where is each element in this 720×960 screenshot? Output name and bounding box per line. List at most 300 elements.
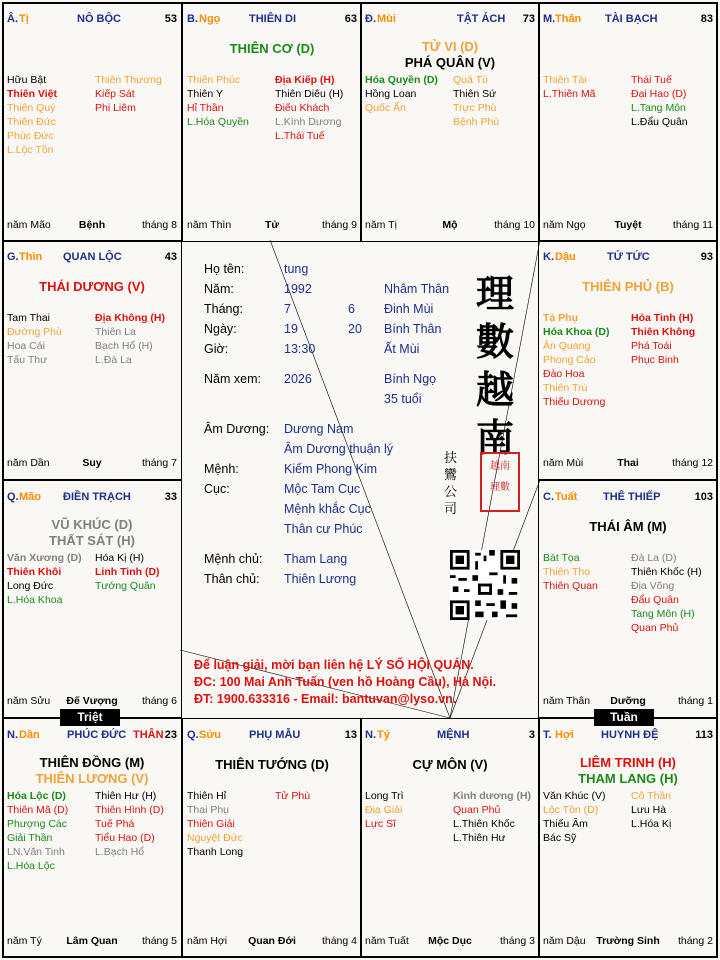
palace-year: năm Tý — [7, 935, 42, 947]
palace-branch: Hợi — [555, 729, 574, 741]
palace-header — [187, 729, 357, 743]
palace-position: T. — [543, 729, 552, 741]
am-duong-label: Âm Dương: — [204, 422, 270, 436]
minor-stars-left — [7, 73, 57, 157]
minor-star: Phục Binh — [631, 354, 679, 366]
minor-stars-right — [631, 789, 671, 831]
minor-star: L.Kình Dương — [275, 116, 342, 128]
minor-star: Thiên Tài — [543, 74, 587, 86]
thang-label: Tháng: — [204, 302, 243, 316]
palace-footer — [7, 219, 177, 233]
minor-stars-left — [543, 311, 610, 409]
palace-name: QUAN LỘC — [63, 251, 122, 263]
minor-star: Đà La (D) — [631, 552, 677, 564]
minor-star: L.Lộc Tồn — [7, 144, 54, 156]
minor-stars-right — [453, 789, 531, 845]
main-star: THIÊN CƠ (D) — [229, 41, 315, 56]
minor-star: Thiên Mã (D) — [7, 804, 69, 816]
main-star: THIÊN LƯƠNG (V) — [35, 771, 149, 786]
minor-star: L.Hóa Khoa — [7, 594, 63, 606]
ho-ten-label: Họ tên: — [204, 262, 245, 276]
palace-stage: Bệnh — [78, 219, 106, 231]
palace-thin[interactable] — [2, 240, 182, 480]
palace-header — [187, 13, 357, 27]
palace-year: năm Tuất — [365, 935, 409, 947]
minor-stars-left — [187, 789, 243, 859]
minor-star: Long Đức — [7, 580, 54, 592]
palace-header — [7, 13, 177, 27]
ngay-can-chi: Bính Thân — [384, 322, 442, 336]
minor-star: L.Hóa Quyền — [187, 116, 249, 128]
palace-header — [7, 729, 177, 743]
palace-header — [543, 251, 713, 265]
palace-age: 13 — [344, 729, 357, 741]
minor-star: Lực Sĩ — [365, 818, 396, 830]
gio-can-chi: Ất Mùi — [384, 342, 420, 356]
palace-name: NÔ BỘC — [77, 13, 121, 25]
palace-stage: Tuyệt — [614, 219, 642, 231]
nam-xem-can-chi: Bính Ngọ — [384, 372, 437, 386]
palace-year: năm Sửu — [7, 695, 51, 707]
palace-month: tháng 2 — [677, 935, 713, 947]
palace-age: 113 — [695, 729, 713, 741]
contact-line-2: ĐC: 100 Mai Anh Tuấn (ven hồ Hoàng Cầu), Hà Nội. — [194, 675, 497, 689]
palace-footer — [365, 219, 535, 233]
main-star: THÁI DƯƠNG (V) — [39, 279, 145, 294]
palace-position: Q. — [7, 491, 19, 503]
palace-name: PHỤ MẪU — [249, 729, 301, 741]
than-chu-label: Thân chủ: — [204, 572, 260, 586]
palace-branch: Thân — [555, 13, 582, 25]
palace-footer — [7, 935, 177, 949]
palace-footer — [187, 935, 357, 949]
minor-star: Quốc Ấn — [365, 102, 406, 114]
side-char: 鸞 — [444, 468, 458, 483]
palace-branch: Tị — [19, 13, 29, 25]
palace-footer — [187, 219, 357, 233]
minor-star: Đại Hao (D) — [631, 88, 687, 100]
minor-stars-left — [543, 73, 596, 101]
contact-line-1: Để luận giải, mời bạn liên hệ LÝ SỐ HỘI QUÁN. — [194, 658, 474, 672]
minor-star: Lộc Tồn (D) — [543, 804, 599, 816]
minor-star: Trực Phù — [453, 102, 497, 114]
minor-star: Phượng Các — [7, 818, 68, 830]
minor-star: L.Đẩu Quân — [631, 116, 688, 128]
minor-stars-left — [543, 551, 598, 593]
ho-ten-value: tung — [284, 262, 309, 276]
minor-star: Thiên Diêu (H) — [275, 88, 344, 100]
main-star: CỰ MÔN (V) — [412, 757, 488, 772]
minor-stars-right — [95, 73, 162, 115]
minor-star: Linh Tinh (D) — [95, 566, 160, 578]
palace-ty[interactable] — [360, 718, 540, 958]
minor-star: Thiên Phúc — [187, 74, 241, 86]
minor-star: Ân Quang — [543, 340, 591, 352]
minor-star: Thiên Sứ — [453, 88, 497, 100]
nam-xem-label: Năm xem: — [204, 372, 261, 386]
palace-age: 3 — [528, 729, 535, 741]
palace-position: K. — [543, 251, 554, 263]
palace-branch: Ngọ — [199, 13, 221, 25]
minor-star: Tử Phù — [275, 790, 311, 802]
palace-stage: Tử — [264, 219, 280, 231]
palace-month: tháng 11 — [672, 219, 713, 231]
minor-star: Phúc Đức — [7, 130, 54, 142]
palace-age: 83 — [700, 13, 713, 25]
palace-age: 93 — [700, 251, 713, 263]
minor-star: Hữu Bật — [7, 74, 47, 86]
palace-position: Đ. — [365, 13, 376, 25]
palace-footer — [365, 935, 535, 949]
menh-label: Mệnh: — [204, 462, 239, 476]
minor-star: Thiên La — [95, 326, 136, 338]
minor-star: Thiên Hình (D) — [95, 804, 164, 816]
palace-stage: Suy — [82, 457, 102, 469]
minor-star: Thiên Không — [631, 326, 696, 338]
palace-year: năm Tị — [365, 219, 397, 231]
minor-stars-right — [95, 551, 160, 593]
palace-branch: Mùi — [377, 13, 396, 25]
palace-age: 103 — [694, 491, 713, 503]
palace-stage: Trường Sinh — [596, 935, 660, 947]
palace-mao[interactable] — [2, 480, 182, 718]
minor-star: L.Hóa Lộc — [7, 860, 55, 872]
palace-footer — [543, 219, 713, 233]
minor-star: Thiên Trù — [543, 382, 588, 394]
minor-stars-left — [365, 73, 438, 115]
minor-star: Tuế Phá — [95, 818, 135, 830]
main-star: THÁI ÂM (M) — [589, 519, 667, 534]
than-marker: THÂN — [133, 729, 164, 741]
minor-star: Thanh Long — [187, 846, 244, 858]
palace-month: tháng 6 — [141, 695, 177, 707]
minor-stars-right — [275, 789, 310, 803]
palace-branch: Sửu — [199, 729, 222, 741]
minor-star: Địa Võng — [631, 580, 675, 592]
palace-than[interactable] — [538, 2, 718, 242]
palace-position: N. — [365, 729, 376, 741]
minor-star: Thiên Khôi — [7, 566, 62, 578]
side-calligraphy — [444, 450, 457, 518]
stamp-text-2: 理數 — [490, 482, 510, 493]
minor-star: Thiên Quan — [543, 580, 598, 592]
minor-star: Tang Môn (H) — [631, 608, 695, 620]
minor-star: Điếu Khách — [275, 102, 330, 114]
minor-stars-right — [95, 789, 164, 859]
palace-position: G. — [7, 251, 19, 263]
minor-star: Long Trì — [365, 790, 404, 802]
palace-stage: Mộ — [442, 219, 458, 231]
gio-label: Giờ: — [204, 342, 229, 356]
cuc-label: Cục: — [204, 482, 230, 496]
minor-star: Bệnh Phù — [453, 116, 500, 128]
minor-star: Thiên Giải — [187, 818, 235, 830]
palace-name: THÊ THIẾP — [603, 491, 661, 503]
palace-branch: Tý — [377, 729, 390, 741]
nam-label: Năm: — [204, 282, 234, 296]
nam-value: 1992 — [284, 282, 312, 296]
palace-month: tháng 10 — [494, 219, 535, 231]
palace-year: năm Dậu — [543, 935, 586, 947]
main-star: TỬ VI (D) — [421, 39, 479, 54]
seal-stamp — [480, 452, 520, 512]
side-char: 公 — [444, 485, 458, 500]
calligraphy-char: 數 — [475, 319, 514, 364]
minor-star: Tướng Quân — [95, 580, 156, 592]
palace-footer — [543, 695, 713, 709]
triet-tag: Triệt — [60, 709, 120, 726]
palace-dau[interactable] — [538, 240, 718, 480]
palace-stage: Thai — [617, 457, 639, 469]
palace-header — [365, 13, 535, 27]
palace-position: C. — [543, 491, 554, 503]
minor-star: Phong Cáo — [543, 354, 596, 366]
palace-header — [543, 491, 713, 505]
minor-star: Bát Tọa — [543, 552, 580, 564]
palace-header — [7, 251, 177, 265]
minor-stars-left — [543, 789, 605, 845]
palace-month: tháng 1 — [677, 695, 713, 707]
nam-can-chi: Nhâm Thân — [384, 282, 450, 296]
minor-stars-left — [7, 551, 82, 607]
minor-star: Hồng Loan — [365, 88, 417, 100]
palace-ngo[interactable] — [182, 2, 362, 242]
main-star: VŨ KHÚC (D) — [51, 517, 133, 532]
palace-branch: Dần — [19, 729, 40, 741]
minor-star: Đường Phù — [7, 326, 62, 338]
palace-header — [7, 491, 177, 505]
minor-star: Cô Thần — [631, 790, 672, 802]
minor-star: Quan Phủ — [631, 622, 679, 634]
palace-age: 23 — [164, 729, 177, 741]
palace-year: năm Mùi — [543, 457, 584, 469]
palace-name: TÀI BẠCH — [605, 13, 658, 25]
ngay-value: 19 — [284, 322, 298, 336]
minor-stars-right — [631, 551, 702, 635]
minor-star: Bạch Hổ (H) — [95, 340, 153, 352]
minor-star: L.Thái Tuế — [275, 130, 325, 142]
minor-star: Kiếp Sát — [95, 88, 135, 100]
minor-star: Tam Thai — [7, 312, 50, 324]
side-char: 扶 — [444, 451, 458, 466]
minor-star: L.Đà La — [95, 354, 132, 366]
palace-footer — [7, 457, 177, 471]
palace-position: B. — [187, 13, 198, 25]
palace-stage: Mộc Dục — [428, 935, 472, 947]
palace-stage: Quan Đới — [248, 935, 296, 947]
palace-name: PHÚC ĐỨC — [67, 729, 127, 741]
minor-star: L.Hóa Kị — [631, 818, 672, 830]
palace-name: MỆNH — [437, 729, 470, 741]
palace-month: tháng 5 — [141, 935, 177, 947]
palace-year: năm Thân — [543, 695, 591, 707]
minor-star: Hóa Khoa (D) — [543, 326, 610, 338]
palace-year: năm Hợi — [187, 935, 228, 947]
palace-branch: Dậu — [555, 251, 576, 263]
palace-name: ĐIỀN TRẠCH — [63, 491, 131, 503]
main-star: THAM LANG (H) — [578, 771, 678, 786]
palace-stage: Đế Vượng — [66, 695, 118, 707]
minor-star: Thái Tuế — [631, 74, 672, 86]
minor-star: Tả Phụ — [543, 312, 579, 324]
palace-month: tháng 4 — [321, 935, 357, 947]
minor-star: Phi Liêm — [95, 102, 136, 114]
minor-star: Hóa Kị (H) — [95, 552, 145, 564]
palace-footer — [543, 935, 713, 949]
minor-stars-right — [631, 311, 695, 367]
minor-star: Thiên Hư (H) — [95, 790, 157, 802]
ngay-am: 20 — [348, 322, 362, 336]
minor-star: L.Thiên Hư — [453, 832, 506, 844]
ngay-label: Ngày: — [204, 322, 237, 336]
thang-can-chi: Đinh Mùi — [384, 302, 434, 316]
calligraphy-char: 理 — [475, 271, 514, 316]
main-star: LIÊM TRINH (H) — [579, 755, 677, 770]
palace-header — [543, 13, 713, 27]
contact-line-3[interactable]: ĐT: 1900.633316 - Email: bantuvan@lyso.vn. — [194, 692, 457, 706]
minor-star: L.Thiên Mã — [543, 88, 596, 100]
palace-month: tháng 3 — [499, 935, 535, 947]
main-star: THIÊN TƯỚNG (D) — [215, 757, 329, 772]
minor-star: Thiên Khốc (H) — [631, 566, 702, 578]
minor-stars-left — [7, 789, 68, 873]
minor-stars-right — [95, 311, 165, 367]
minor-stars-right — [453, 73, 499, 129]
gio-value: 13:30 — [284, 342, 316, 356]
palace-age: 73 — [522, 13, 535, 25]
minor-star: L.Tang Môn — [631, 102, 686, 114]
minor-star: Thiên Đức — [7, 116, 57, 128]
minor-star: Địa Giải — [365, 804, 403, 816]
palace-header — [543, 729, 713, 743]
palace-stage: Dưỡng — [610, 695, 646, 707]
minor-star: Thiên Việt — [7, 88, 57, 100]
tuan-tag: Tuần — [594, 709, 654, 726]
palace-year: năm Thìn — [187, 219, 232, 231]
main-star: THIÊN PHỦ (B) — [582, 279, 674, 294]
thang-value: 7 — [284, 302, 291, 316]
palace-position: N. — [7, 729, 18, 741]
palace-year: năm Mão — [7, 219, 51, 231]
cuc-note: Mệnh khắc Cục — [284, 502, 371, 516]
calligraphy-logo — [470, 270, 520, 462]
minor-star: Hoa Cái — [7, 340, 45, 352]
palace-suu[interactable] — [182, 718, 362, 958]
minor-star: Thiếu Âm — [543, 818, 588, 830]
main-star: THIÊN ĐỒNG (M) — [39, 755, 145, 770]
calligraphy-char: 南 — [475, 415, 514, 460]
minor-star: LN.Văn Tinh — [7, 846, 65, 858]
minor-star: L.Thiên Khốc — [453, 818, 515, 830]
nam-xem-value: 2026 — [284, 372, 312, 386]
palace-position: M. — [543, 13, 556, 25]
palace-month: tháng 12 — [672, 457, 713, 469]
palace-name: THIÊN DI — [249, 13, 297, 25]
palace-month: tháng 8 — [141, 219, 177, 231]
minor-stars-right — [631, 73, 688, 129]
palace-age: 43 — [164, 251, 177, 263]
minor-star: Giải Thần — [7, 832, 53, 844]
minor-star: Thiên Thương — [95, 74, 162, 86]
palace-header — [365, 729, 535, 743]
minor-star: Đẩu Quân — [631, 594, 679, 606]
palace-ti[interactable] — [2, 2, 182, 242]
stamp-text: 越南 — [490, 461, 510, 472]
menh-value: Kiếm Phong Kim — [284, 462, 378, 476]
palace-hoi[interactable] — [538, 718, 718, 958]
minor-star: Đào Hoa — [543, 368, 585, 380]
minor-star: Thiên Y — [187, 88, 223, 100]
minor-star: Kình dương (H) — [453, 790, 532, 802]
palace-age: 63 — [344, 13, 357, 25]
minor-stars-right — [275, 73, 343, 143]
minor-star: Địa Không (H) — [95, 312, 165, 324]
minor-star: Thai Phụ — [187, 804, 230, 816]
minor-star: Tiểu Hao (D) — [95, 832, 155, 844]
side-char: 司 — [444, 502, 458, 517]
minor-star: Thiên Hỉ — [187, 790, 227, 802]
minor-star: Văn Khúc (V) — [543, 790, 606, 802]
minor-star: Hỏa Tinh (H) — [631, 312, 694, 324]
cuc-value: Mộc Tam Cục — [284, 482, 361, 496]
minor-star: Văn Xương (D) — [7, 552, 82, 564]
minor-star: Hóa Lộc (D) — [7, 790, 66, 802]
main-star: PHÁ QUÂN (V) — [404, 55, 496, 70]
palace-name: HUYNH ĐỆ — [601, 729, 659, 741]
minor-star: Tấu Thư — [7, 354, 48, 366]
palace-month: tháng 9 — [321, 219, 357, 231]
palace-branch: Tuất — [555, 491, 578, 503]
palace-footer — [7, 695, 177, 709]
palace-tuat[interactable] — [538, 480, 718, 718]
minor-star: Nguyệt Đức — [187, 832, 244, 844]
minor-stars-left — [7, 311, 62, 367]
minor-star: Thiên Thọ — [543, 566, 591, 578]
than-cu-note: Thân cư Phúc — [284, 522, 363, 536]
palace-name: TỬ TỨC — [607, 251, 650, 263]
minor-star: Thiên Quý — [7, 102, 56, 114]
palace-branch: Thìn — [19, 251, 43, 263]
minor-star: Lưu Hà — [631, 804, 667, 816]
palace-dan[interactable] — [2, 718, 182, 958]
minor-star: Hóa Quyền (D) — [365, 74, 438, 86]
palace-mui[interactable] — [360, 2, 540, 242]
palace-age: 53 — [164, 13, 177, 25]
palace-position: Q. — [187, 729, 199, 741]
palace-stage: Lâm Quan — [66, 935, 118, 947]
thang-am: 6 — [348, 302, 355, 316]
minor-star: Quả Tú — [453, 74, 488, 86]
minor-star: Thiếu Dương — [543, 396, 606, 408]
palace-position: Â. — [7, 13, 18, 25]
minor-stars-left — [365, 789, 404, 831]
minor-star: Địa Kiếp (H) — [275, 74, 335, 86]
palace-name: TẬT ÁCH — [457, 13, 506, 25]
palace-year: năm Dần — [7, 457, 50, 469]
minor-stars-left — [187, 73, 249, 129]
menh-chu-value: Tham Lang — [284, 552, 348, 566]
palace-month: tháng 7 — [141, 457, 177, 469]
menh-chu-label: Mệnh chủ: — [204, 552, 263, 566]
am-duong-note: Âm Dương thuận lý — [284, 442, 393, 456]
minor-star: Bác Sỹ — [543, 832, 577, 844]
than-chu-value: Thiên Lương — [284, 572, 357, 586]
palace-branch: Mão — [19, 491, 41, 503]
palace-footer — [543, 457, 713, 471]
calligraphy-char: 越 — [475, 367, 514, 412]
palace-age: 33 — [164, 491, 177, 503]
qr-code[interactable] — [450, 550, 520, 620]
